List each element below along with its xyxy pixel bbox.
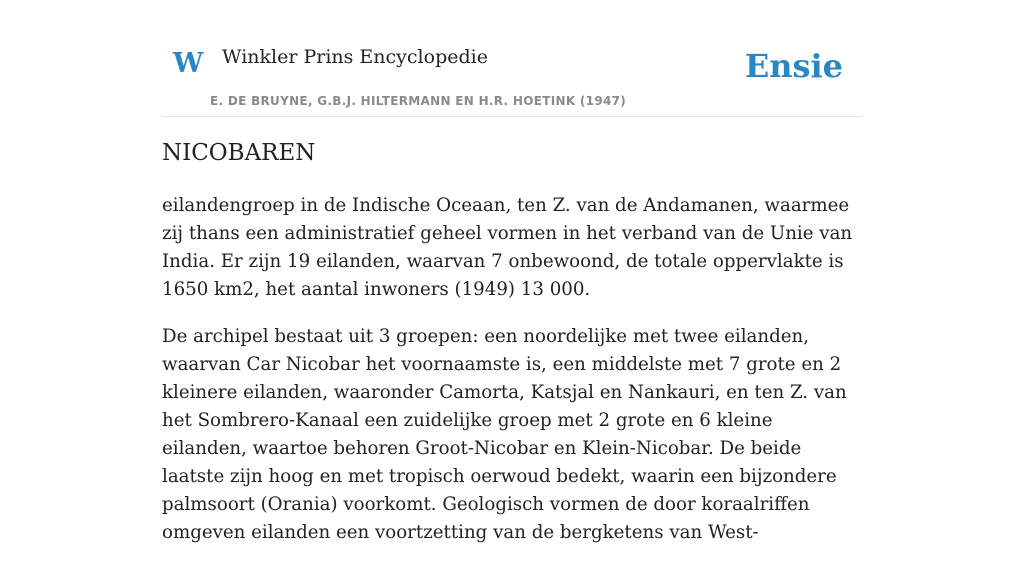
ensie-logo-link[interactable]: Ensie	[744, 47, 843, 85]
entry-paragraph: De archipel bestaat uit 3 groepen: een noordelijke met twee eilanden, waarvan Car Nicobar het voornaamste is, een middelste met 7 grote en 2 kleinere eilanden, waaronder Camorta, Katsjal en Nankauri, en ten Z. van het Sombrero-Kanaal een zuidelijke groep met 2 grote en 6 kleine eilanden, waartoe behoren Groot-Nicobar en Klein-Nicobar. De beide laatste zijn hoog en met tropisch oerwoud bedekt, waarin een bijzondere palmsoort (Orania) voorkomt. Geologisch vormen de door koraalriffen omgeven eilanden een voortzetting van de bergketens van West-	[162, 326, 847, 543]
source-authors: E. DE BRUYNE, G.B.J. HILTERMANN EN H.R. HOETINK (1947)	[210, 94, 627, 108]
site-header	[162, 0, 862, 117]
entry-body	[162, 192, 862, 566]
entry-paragraph: eilandengroep in de Indische Oceaan, ten Z. van de Andamanen, waarmee zij thans een administratief geheel vormen in het verband van de Unie van India. Er zijn 19 eilanden, waarvan 7 onbewoond, de totale oppervlakte is 1650 km2, het aantal inwoners (1949) 13 000.	[162, 195, 853, 300]
source-title[interactable]: Winkler Prins Encyclopedie	[222, 46, 488, 68]
page	[162, 0, 862, 543]
entry-title: NICOBAREN	[162, 140, 316, 166]
winkler-prins-logo[interactable]: W	[173, 48, 204, 79]
